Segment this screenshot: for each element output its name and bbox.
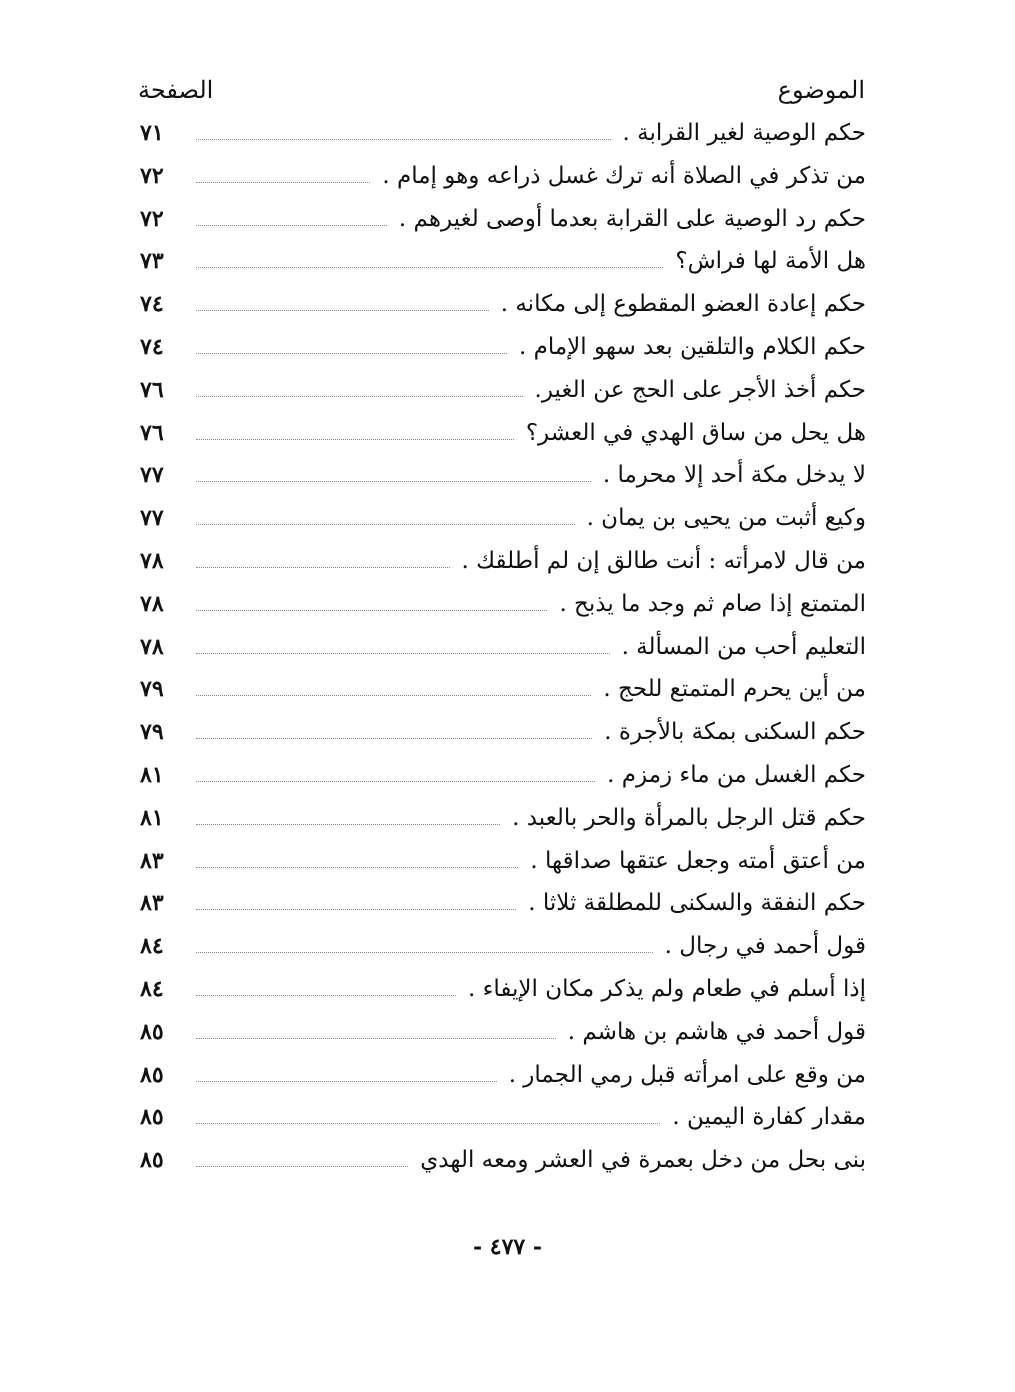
- toc-entry: [140, 206, 866, 249]
- toc-entry-title: التعليم أحب من المسألة .: [621, 633, 866, 660]
- dot-leader: [196, 395, 523, 397]
- toc-entry-page: ٨٣: [140, 890, 164, 917]
- toc-entry: [140, 890, 866, 933]
- toc-entry-page: ٧٩: [140, 676, 164, 703]
- toc-entry-page: ٧١: [140, 120, 164, 146]
- dot-leader: [196, 823, 500, 825]
- dot-leader: [196, 866, 518, 868]
- toc-entry-title: مقدار كفارة اليمين .: [672, 1104, 866, 1131]
- dot-leader: [196, 438, 514, 440]
- toc-entry-title: المتمتع إذا صام ثم وجد ما يذبح .: [559, 590, 866, 617]
- toc-entry: [140, 248, 866, 291]
- toc-entry: [140, 334, 866, 377]
- toc-entry-title: لا يدخل مكة أحد إلا محرما .: [602, 462, 866, 489]
- toc-entry-page: ٨٣: [140, 847, 164, 874]
- dot-leader: [196, 266, 663, 268]
- toc-entry-page: ٧٨: [140, 547, 164, 574]
- toc-entry-title: حكم قتل الرجل بالمرأة والحر بالعبد .: [512, 804, 866, 831]
- toc-entry-title: من أعتق أمته وجعل عتقها صداقها .: [530, 847, 866, 874]
- toc-entry: [140, 377, 866, 420]
- toc-entry: [140, 805, 866, 848]
- toc-entry: [140, 291, 866, 334]
- toc-entry-page: ٧٣: [140, 248, 164, 275]
- dot-leader: [196, 352, 507, 354]
- toc-entry-page: ٨٥: [140, 1061, 164, 1088]
- toc-entry-page: ٧٨: [140, 633, 164, 660]
- toc-entry: [140, 933, 866, 976]
- toc-entry: [140, 1147, 866, 1190]
- toc-entry-title: حكم الغسل من ماء زمزم .: [607, 761, 866, 788]
- toc-entry-title: حكم السكنى بمكة بالأجرة .: [604, 719, 866, 746]
- toc-entry-title: هل يحل من ساق الهدي في العشر؟: [525, 419, 866, 446]
- toc-entry: [140, 676, 866, 719]
- toc-entry-title: إذا أسلم في طعام ولم يذكر مكان الإيفاء .: [467, 975, 866, 1002]
- dot-leader: [196, 566, 450, 568]
- toc-entry: [140, 120, 866, 163]
- toc-entry: [140, 505, 866, 548]
- toc-entry-title: هل الأمة لها فراش؟: [675, 248, 866, 275]
- toc-entry: [140, 548, 866, 591]
- toc-entry-title: من قال لامرأته : أنت طالق إن لم أطلقك .: [461, 547, 866, 574]
- toc-entry-page: ٧٢: [140, 205, 164, 232]
- dot-leader: [196, 1037, 556, 1039]
- toc-entry-title: من وقع على امرأته قبل رمي الجمار .: [508, 1061, 866, 1088]
- toc-entry-title: من أين يحرم المتمتع للحج .: [603, 676, 866, 703]
- toc-entry-title: حكم أخذ الأجر على الحج عن الغير.: [534, 376, 866, 403]
- toc-entry: [140, 719, 866, 762]
- toc-entry-title: حكم النفقة والسكنى للمطلقة ثلاثا .: [528, 890, 866, 917]
- dot-leader: [196, 523, 575, 525]
- dot-leader: [196, 994, 456, 996]
- table-of-contents: [140, 120, 866, 1190]
- page-column-header: الصفحة: [138, 76, 214, 104]
- toc-entry-page: ٨١: [140, 761, 164, 788]
- toc-entry-page: ٧٦: [140, 419, 164, 446]
- dot-leader: [196, 652, 610, 654]
- dot-leader: [196, 737, 592, 739]
- topic-column-header: الموضوع: [777, 76, 865, 104]
- toc-entry-title: حكم الوصية لغير القرابة .: [622, 120, 866, 146]
- toc-entry-title: حكم رد الوصية على القرابة بعدما أوصى لغيرهم .: [398, 205, 866, 232]
- toc-entry-title: وكيع أثبت من يحيى بن يمان .: [586, 505, 866, 532]
- page-number: - ٤٧٧ -: [472, 1234, 543, 1260]
- toc-entry: [140, 848, 866, 891]
- toc-entry-page: ٧٤: [140, 333, 164, 360]
- toc-entry-page: ٨٤: [140, 975, 164, 1002]
- dot-leader: [196, 181, 370, 183]
- toc-entry-page: ٧٦: [140, 376, 164, 403]
- toc-entry-title: قول أحمد في رجال .: [664, 933, 866, 960]
- dot-leader: [196, 480, 591, 482]
- toc-entry-page: ٨١: [140, 804, 164, 831]
- dot-leader: [196, 609, 547, 611]
- dot-leader: [196, 908, 516, 910]
- toc-entry: [140, 462, 866, 505]
- toc-entry-title: بنى بحل من دخل بعمرة في العشر ومعه الهدي: [420, 1147, 866, 1174]
- toc-entry-page: ٧٧: [140, 505, 164, 532]
- dot-leader: [196, 224, 387, 226]
- toc-entry: [140, 762, 866, 805]
- toc-entry-title: قول أحمد في هاشم بن هاشم .: [567, 1018, 866, 1045]
- dot-leader: [196, 1122, 660, 1124]
- toc-entry-title: حكم إعادة العضو المقطوع إلى مكانه .: [500, 291, 866, 318]
- dot-leader: [196, 780, 595, 782]
- toc-entry-page: ٨٤: [140, 933, 164, 960]
- toc-entry: [140, 1019, 866, 1062]
- dot-leader: [196, 694, 591, 696]
- toc-entry: [140, 591, 866, 634]
- toc-entry-page: ٧٤: [140, 291, 164, 318]
- dot-leader: [196, 1165, 408, 1167]
- toc-entry: [140, 420, 866, 463]
- toc-entry-page: ٨٥: [140, 1147, 164, 1174]
- toc-entry-page: ٨٥: [140, 1104, 164, 1131]
- toc-entry: [140, 1062, 866, 1105]
- dot-leader: [196, 309, 489, 311]
- toc-entry-title: من تذكر في الصلاة أنه ترك غسل ذراعه وهو إمام .: [382, 162, 866, 189]
- dot-leader: [196, 1080, 497, 1082]
- dot-leader: [196, 138, 611, 140]
- toc-entry: [140, 163, 866, 206]
- toc-entry: [140, 1104, 866, 1147]
- dot-leader: [196, 951, 653, 953]
- toc-entry-page: ٨٥: [140, 1018, 164, 1045]
- toc-entry: [140, 976, 866, 1019]
- toc-entry-page: ٧٩: [140, 719, 164, 746]
- toc-entry-page: ٧٨: [140, 590, 164, 617]
- toc-entry-page: ٧٢: [140, 162, 164, 189]
- toc-entry-title: حكم الكلام والتلقين بعد سهو الإمام .: [518, 333, 866, 360]
- toc-entry: [140, 634, 866, 677]
- toc-entry-page: ٧٧: [140, 462, 164, 489]
